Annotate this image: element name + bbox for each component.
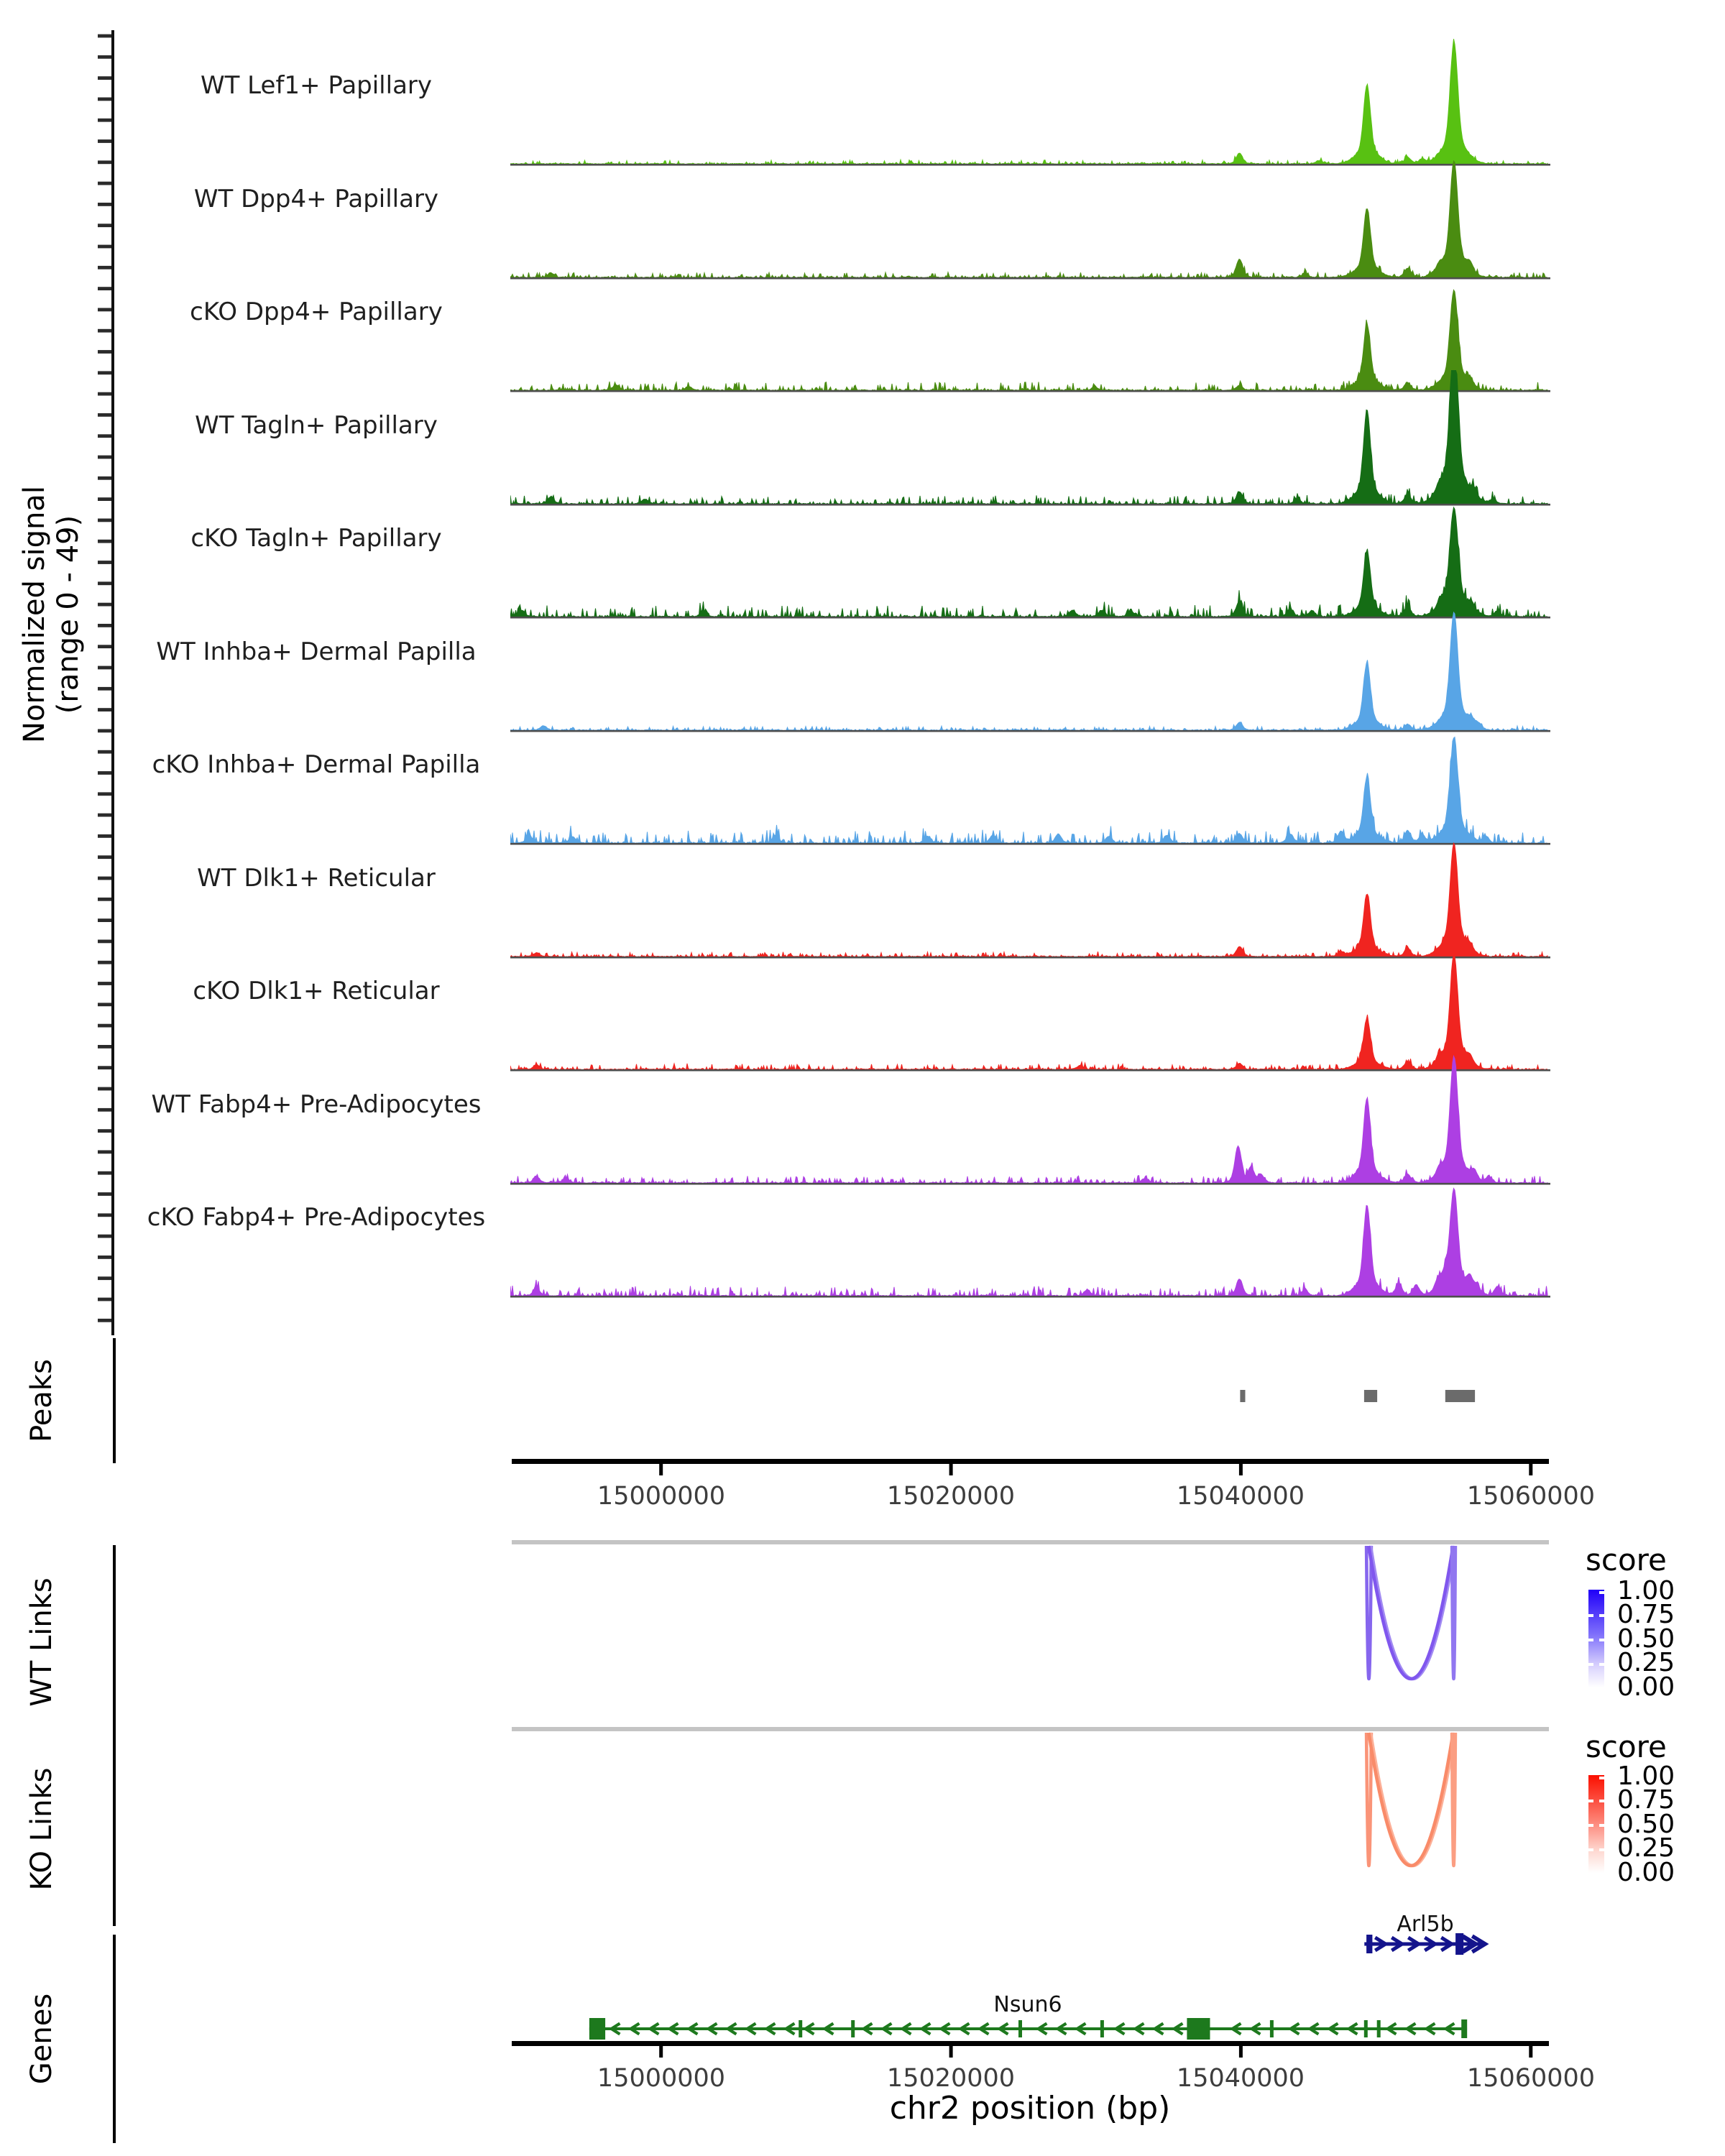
- gene-nsun6-arrow: [922, 2024, 931, 2035]
- x-tick-label: 15000000: [597, 2064, 726, 2093]
- gene-nsun6-arrow: [767, 2024, 776, 2035]
- gene-nsun6-exon: [799, 2020, 802, 2037]
- y-axis-tick: [98, 119, 111, 122]
- gene-nsun6-arrow: [612, 2024, 620, 2035]
- y-axis-tick: [98, 1045, 111, 1049]
- link-arc: [1452, 1546, 1455, 1679]
- gene-arl5b-arrow: [1375, 1938, 1385, 1950]
- y-axis-tick: [98, 792, 111, 796]
- gene-nsun6-arrow: [1349, 2024, 1358, 2035]
- x-axis-tick: [949, 1464, 953, 1475]
- gene-arl5b-arrow: [1441, 1938, 1451, 1950]
- y-axis-tick: [98, 55, 111, 59]
- x-axis-tick: [659, 2046, 663, 2058]
- y-axis-tick: [98, 392, 111, 396]
- gene-nsun6-arrow: [1407, 2024, 1416, 2035]
- gene-nsun6-exon: [1187, 2018, 1210, 2040]
- track-label: cKO Inhba+ Dermal Papilla: [152, 750, 481, 779]
- gene-nsun6-exon: [1461, 2019, 1467, 2038]
- y-axis-tick: [98, 287, 111, 290]
- y-axis-tick: [98, 1319, 111, 1322]
- gene-nsun6-arrow: [825, 2024, 834, 2035]
- y-axis-tick: [98, 1066, 111, 1069]
- y-axis-tick: [98, 961, 111, 964]
- y-axis-tick: [98, 34, 111, 38]
- gene-nsun6-arrow: [1388, 2024, 1397, 2035]
- link-arc: [1371, 1546, 1455, 1679]
- gene-nsun6-exon: [851, 2020, 855, 2037]
- y-axis-tick: [98, 561, 111, 564]
- gene-nsun6-exon: [589, 2018, 605, 2040]
- link-arc: [1371, 1733, 1455, 1866]
- track-label: cKO Dpp4+ Papillary: [190, 298, 443, 326]
- track-label: WT Fabp4+ Pre-Adipocytes: [151, 1089, 482, 1119]
- track-label: WT Lef1+ Papillary: [200, 71, 433, 100]
- y-axis-tick: [98, 666, 111, 670]
- gene-arl5b-arrow: [1425, 1938, 1435, 1950]
- gene-nsun6-arrow: [748, 2024, 756, 2035]
- ko-score-legend-title: score: [1586, 1729, 1667, 1764]
- y-axis-tick: [98, 855, 111, 859]
- link-arc: [1368, 1733, 1453, 1866]
- peaks-box: [1364, 1390, 1377, 1402]
- gene-nsun6-exon: [1377, 2020, 1381, 2037]
- score-legend-label: 1.00: [1617, 1761, 1675, 1791]
- y-axis-tick: [98, 708, 111, 711]
- gene-nsun6-arrow: [1446, 2024, 1455, 2035]
- gene-nsun6-exon: [1364, 2020, 1368, 2037]
- score-legend-label: 0.25: [1617, 1648, 1675, 1677]
- gene-nsun6-arrow: [728, 2024, 737, 2035]
- x-tick-label: 15040000: [1176, 2064, 1305, 2093]
- y-axis-tick: [98, 519, 111, 522]
- gene-nsun6-arrow: [1427, 2024, 1435, 2035]
- y-axis-tick: [98, 898, 111, 901]
- gene-nsun6-exon: [1100, 2020, 1104, 2037]
- y-axis-tick: [98, 1235, 111, 1238]
- y-axis-tick: [98, 476, 111, 480]
- track-label: WT Dlk1+ Reticular: [197, 863, 436, 893]
- x-tick-label: 15000000: [597, 1482, 726, 1511]
- y-axis-tick: [98, 1298, 111, 1302]
- gene-nsun6-arrow: [670, 2024, 678, 2035]
- y-axis-tick: [98, 497, 111, 501]
- x-tick-label: 15020000: [886, 2064, 1016, 2093]
- coverage-area: [510, 1160, 1550, 1298]
- gene-arl5b-label: Arl5b: [1397, 1912, 1454, 1937]
- x-tick-label: 15060000: [1466, 1482, 1596, 1511]
- x-axis-tick: [1239, 2046, 1243, 2058]
- gene-nsun6-arrow: [942, 2024, 950, 2035]
- gene-arl5b-arrow: [1472, 1936, 1485, 1952]
- gene-nsun6-arrow: [1000, 2024, 1008, 2035]
- gene-arl5b-exon: [1366, 1935, 1372, 1953]
- track-label: cKO Dlk1+ Reticular: [193, 977, 440, 1005]
- gene-nsun6-arrow: [786, 2024, 795, 2035]
- peaks-section-label: Peaks: [25, 1359, 58, 1442]
- link-arc: [1366, 1733, 1371, 1866]
- gene-nsun6-arrow: [1291, 2024, 1300, 2035]
- wt-score-legend-title: score: [1586, 1542, 1667, 1577]
- track-label: WT Dpp4+ Papillary: [193, 184, 439, 213]
- y-axis-tick: [98, 729, 111, 733]
- gene-nsun6-arrow: [1330, 2024, 1338, 2035]
- gene-arl5b-arrow: [1463, 1937, 1474, 1951]
- y-axis-tick: [98, 940, 111, 944]
- ko-score-legend-gradient: [1588, 1775, 1604, 1873]
- y-axis-tick: [98, 918, 111, 922]
- score-legend-label: 0.75: [1617, 1600, 1675, 1629]
- gene-nsun6-arrow: [689, 2024, 698, 2035]
- ko-links-section-label: KO Links: [25, 1767, 58, 1891]
- gene-arl5b-arrow: [1392, 1938, 1402, 1950]
- x-axis-tick: [1239, 1464, 1243, 1475]
- y-axis-tick: [98, 350, 111, 354]
- score-legend-label: 1.00: [1617, 1576, 1675, 1606]
- gene-nsun6-arrow: [1039, 2024, 1047, 2035]
- track-label: WT Inhba+ Dermal Papilla: [156, 637, 477, 666]
- gene-nsun6-arrow: [883, 2024, 892, 2035]
- gene-arl5b-arrow: [1463, 1936, 1476, 1952]
- score-legend-label: 0.75: [1617, 1785, 1675, 1815]
- y-axis-tick: [98, 687, 111, 691]
- gene-nsun6-label: Nsun6: [993, 1992, 1062, 2017]
- gene-nsun6-arrow: [1310, 2024, 1319, 2035]
- wt-links-bracket: [113, 1545, 116, 1739]
- x-tick-label: 15060000: [1466, 2064, 1596, 2093]
- gene-nsun6-arrow: [864, 2024, 873, 2035]
- y-axis-tick: [98, 224, 111, 227]
- x-axis-tick: [1529, 2046, 1532, 2058]
- x-axis-title: chr2 position (bp): [889, 2090, 1171, 2127]
- peaks-bracket: [113, 1338, 116, 1463]
- x-tick-label: 15040000: [1176, 1482, 1305, 1511]
- gene-nsun6-arrow: [961, 2024, 970, 2035]
- score-legend-label: 0.00: [1617, 1672, 1675, 1702]
- genes-bracket: [113, 1935, 116, 2143]
- y-axis-tick: [98, 160, 111, 164]
- gene-nsun6-arrow: [650, 2024, 659, 2035]
- track-label: WT Tagln+ Papillary: [195, 410, 438, 440]
- gene-nsun6-arrow: [903, 2024, 911, 2035]
- gene-nsun6-arrow: [1077, 2024, 1086, 2035]
- peaks-box: [1445, 1390, 1475, 1402]
- y-axis-tick: [98, 603, 111, 607]
- gene-nsun6-arrow: [1252, 2024, 1261, 2035]
- gene-nsun6-arrow: [1155, 2024, 1164, 2035]
- score-legend-label: 0.00: [1617, 1858, 1675, 1887]
- y-axis-tick: [98, 139, 111, 143]
- y-axis-tick: [98, 1171, 111, 1175]
- y-axis-label-line1: Normalized signal: [18, 486, 51, 743]
- gene-nsun6-arrow: [1136, 2024, 1144, 2035]
- link-arc: [1366, 1546, 1371, 1679]
- y-axis-tick: [98, 266, 111, 270]
- wt-links-section-label: WT Links: [25, 1577, 58, 1707]
- y-axis-tick: [98, 329, 111, 333]
- y-axis-tick: [98, 1256, 111, 1259]
- y-axis-tick: [98, 624, 111, 627]
- peaks-box: [1240, 1390, 1245, 1402]
- y-axis-tick: [98, 581, 111, 585]
- y-axis-tick: [98, 834, 111, 838]
- y-axis-tick: [98, 456, 111, 459]
- gene-nsun6-exon: [1270, 2020, 1274, 2037]
- y-axis-tick: [98, 245, 111, 249]
- y-axis-tick: [98, 814, 111, 817]
- links-panel-line: [512, 1540, 1549, 1544]
- gene-nsun6-arrow: [709, 2024, 717, 2035]
- gene-nsun6-arrow: [631, 2024, 640, 2035]
- score-legend-label: 0.25: [1617, 1833, 1675, 1863]
- gene-nsun6-arrow: [1233, 2024, 1241, 2035]
- track-label: cKO Tagln+ Papillary: [190, 524, 442, 553]
- gene-nsun6-arrow: [1116, 2024, 1125, 2035]
- y-axis-tick: [98, 371, 111, 374]
- gene-arl5b-arrow: [1408, 1938, 1418, 1950]
- y-axis-label-line2: (range 0 - 49): [52, 515, 85, 714]
- gene-nsun6-arrow: [980, 2024, 989, 2035]
- y-axis-tick: [98, 1192, 111, 1196]
- x-tick-label: 15020000: [886, 1482, 1016, 1511]
- gene-nsun6-arrow: [1174, 2024, 1183, 2035]
- score-legend-label: 0.50: [1617, 1624, 1675, 1654]
- ko-links-bracket: [113, 1732, 116, 1926]
- y-axis-tick: [98, 1024, 111, 1028]
- x-axis-tick: [659, 1464, 663, 1475]
- x-axis-tick: [1529, 1464, 1532, 1475]
- genes-section-label: Genes: [25, 1993, 58, 2085]
- y-axis-tick: [98, 1151, 111, 1154]
- links-panel-line: [512, 1727, 1549, 1731]
- gene-nsun6-arrow: [806, 2024, 814, 2035]
- y-axis-tick: [98, 1129, 111, 1133]
- gene-nsun6-exon: [1018, 2020, 1022, 2037]
- track-label: cKO Fabp4+ Pre-Adipocytes: [147, 1203, 486, 1232]
- wt-score-legend-gradient: [1588, 1590, 1604, 1687]
- link-arc: [1452, 1733, 1455, 1866]
- x-axis-tick: [949, 2046, 953, 2058]
- gene-nsun6-arrow: [1058, 2024, 1067, 2035]
- link-arc: [1368, 1546, 1453, 1679]
- y-axis-tick: [98, 1276, 111, 1280]
- score-legend-label: 0.50: [1617, 1810, 1675, 1839]
